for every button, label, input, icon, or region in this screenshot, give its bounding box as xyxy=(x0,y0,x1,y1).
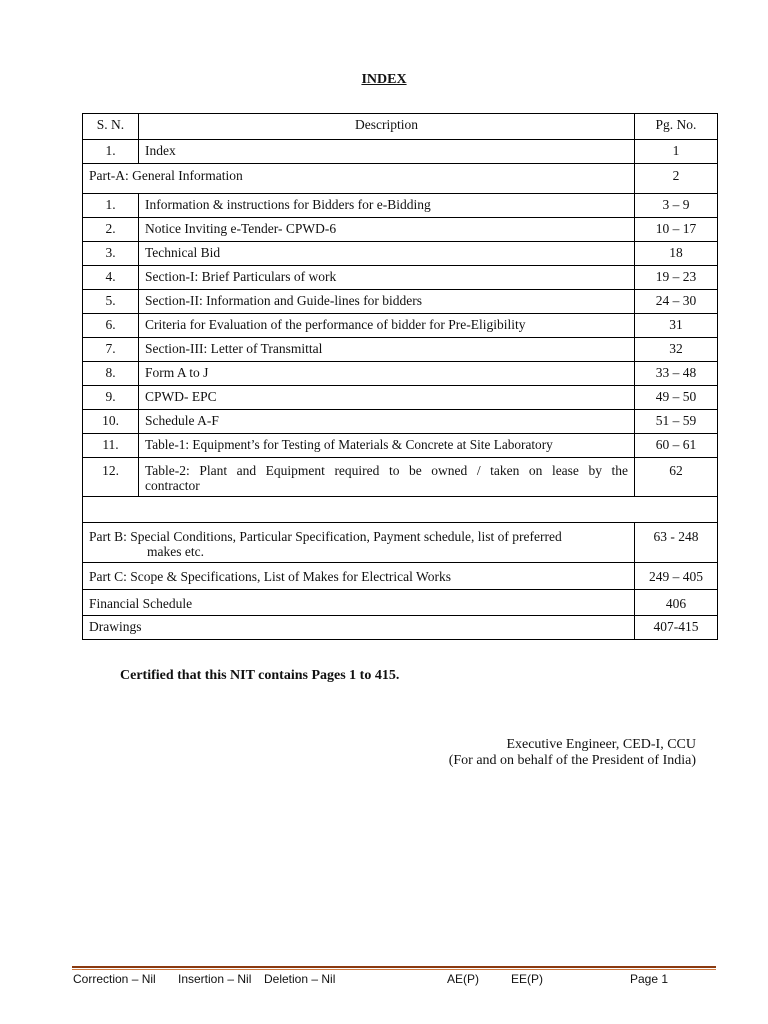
table-row xyxy=(83,458,718,497)
row-page: 24 – 30 xyxy=(635,290,718,314)
row-sn: 4. xyxy=(83,266,139,290)
signatory-block xyxy=(449,737,696,769)
table-row xyxy=(83,266,718,290)
row-description: Table-1: Equipment’s for Testing of Materials & Concrete at Site Laboratory xyxy=(139,434,635,458)
footer-correction: Correction – Nil xyxy=(73,972,156,986)
table-row xyxy=(83,140,718,164)
row-sn: 2. xyxy=(83,218,139,242)
row-description: Section-I: Brief Particulars of work xyxy=(139,266,635,290)
row-description xyxy=(83,523,635,563)
row-page: 2 xyxy=(635,164,718,194)
row-description: Section-III: Letter of Transmittal xyxy=(139,338,635,362)
row-sn: 3. xyxy=(83,242,139,266)
row-description: Form A to J xyxy=(139,362,635,386)
table-row xyxy=(83,290,718,314)
row-page: 62 xyxy=(635,458,718,497)
row-sn: 7. xyxy=(83,338,139,362)
row-page: 406 xyxy=(635,590,718,616)
row-description-line2: makes etc. xyxy=(147,544,204,559)
index-table xyxy=(82,113,718,640)
row-page: 3 – 9 xyxy=(635,194,718,218)
row-sn: 11. xyxy=(83,434,139,458)
header-page-no: Pg. No. xyxy=(635,114,718,140)
footer-page-number: Page 1 xyxy=(630,972,669,986)
row-description-line1: Table-2: Plant and Equipment required to be owned / taken on lease by the xyxy=(145,463,628,478)
row-sn: 10. xyxy=(83,410,139,434)
row-sn: 5. xyxy=(83,290,139,314)
row-description xyxy=(139,458,635,497)
row-page: 49 – 50 xyxy=(635,386,718,410)
footer-deletion: Deletion – Nil xyxy=(264,972,336,986)
row-page: 60 – 61 xyxy=(635,434,718,458)
table-row xyxy=(83,338,718,362)
signatory-behalf: (For and on behalf of the President of India) xyxy=(448,753,696,768)
table-header-row xyxy=(83,114,718,140)
row-page: 51 – 59 xyxy=(635,410,718,434)
page-footer xyxy=(73,972,713,988)
table-row xyxy=(83,362,718,386)
row-page: 63 - 248 xyxy=(635,523,718,563)
row-page: 19 – 23 xyxy=(635,266,718,290)
row-page: 32 xyxy=(635,338,718,362)
row-description: Notice Inviting e-Tender- CPWD-6 xyxy=(139,218,635,242)
row-description: Criteria for Evaluation of the performance of bidder for Pre-Eligibility xyxy=(139,314,635,338)
table-row-drawings xyxy=(83,616,718,640)
row-page: 407-415 xyxy=(635,616,718,640)
row-page: 10 – 17 xyxy=(635,218,718,242)
footer-insertion: Insertion – Nil xyxy=(178,972,252,986)
row-page: 249 – 405 xyxy=(635,563,718,590)
header-description: Description xyxy=(139,114,635,140)
signatory-title: Executive Engineer, CED-I, CCU xyxy=(506,737,696,752)
row-description: Section-II: Information and Guide-lines for bidders xyxy=(139,290,635,314)
row-description: Information & instructions for Bidders for e-Bidding xyxy=(139,194,635,218)
footer-rule xyxy=(72,966,716,968)
row-page: 18 xyxy=(635,242,718,266)
row-description-line1: Part B: Special Conditions, Particular Specification, Payment schedule, list of preferred xyxy=(89,529,562,544)
table-row-part-c xyxy=(83,563,718,590)
table-row xyxy=(83,314,718,338)
row-description: CPWD- EPC xyxy=(139,386,635,410)
row-sn: 1. xyxy=(83,140,139,164)
spacer-cell xyxy=(83,497,718,523)
table-row xyxy=(83,242,718,266)
header-sn: S. N. xyxy=(83,114,139,140)
row-description: Financial Schedule xyxy=(83,590,635,616)
table-row-part-b xyxy=(83,523,718,563)
certification-note: Certified that this NIT contains Pages 1 to 415. xyxy=(120,668,400,683)
table-row xyxy=(83,218,718,242)
row-sn: 9. xyxy=(83,386,139,410)
row-description: Part C: Scope & Specifications, List of Makes for Electrical Works xyxy=(83,563,635,590)
table-row xyxy=(83,386,718,410)
table-row xyxy=(83,410,718,434)
row-description-line2: contractor xyxy=(145,478,200,493)
row-description: Index xyxy=(139,140,635,164)
footer-rule-accent xyxy=(72,969,716,970)
row-page: 31 xyxy=(635,314,718,338)
row-sn: 12. xyxy=(83,458,139,497)
row-sn: 6. xyxy=(83,314,139,338)
table-row-financial xyxy=(83,590,718,616)
table-row xyxy=(83,434,718,458)
row-page: 33 – 48 xyxy=(635,362,718,386)
table-row xyxy=(83,194,718,218)
table-spacer-row xyxy=(83,497,718,523)
row-description: Drawings xyxy=(83,616,635,640)
row-sn: 8. xyxy=(83,362,139,386)
table-row-part-a xyxy=(83,164,718,194)
footer-ee: EE(P) xyxy=(511,972,544,986)
row-description: Schedule A-F xyxy=(139,410,635,434)
footer-ae: AE(P) xyxy=(447,972,480,986)
row-description: Part-A: General Information xyxy=(83,164,635,194)
index-title: INDEX xyxy=(361,72,407,87)
row-sn: 1. xyxy=(83,194,139,218)
row-description: Technical Bid xyxy=(139,242,635,266)
row-page: 1 xyxy=(635,140,718,164)
